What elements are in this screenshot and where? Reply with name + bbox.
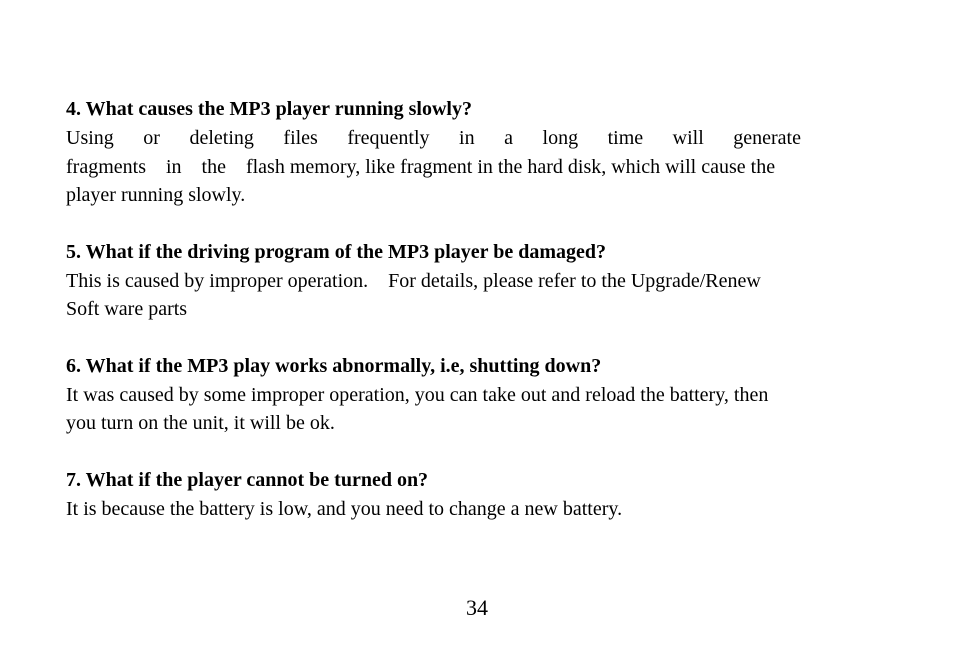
answer-line: Soft ware parts bbox=[66, 298, 188, 320]
document-page bbox=[66, 95, 886, 551]
faq-answer bbox=[66, 267, 886, 324]
answer-line: It was caused by some improper operation, you can take out and reload the battery, then bbox=[66, 383, 769, 406]
faq-question: 6. What if the MP3 play works abnormally, i.e, shutting down? bbox=[66, 354, 602, 377]
answer-line: It is because the battery is low, and you need to change a new battery. bbox=[66, 497, 623, 520]
faq-item-5 bbox=[66, 238, 886, 324]
faq-answer bbox=[66, 124, 886, 210]
answer-line: player running slowly. bbox=[66, 184, 246, 206]
answer-line: This is caused by improper operation. For details, please refer to the Upgrade/Renew bbox=[66, 269, 761, 292]
answer-line: fragments in the flash memory, like fragment in the hard disk, which will cause the bbox=[66, 155, 776, 178]
page-number: 34 bbox=[466, 595, 488, 620]
faq-question: 4. What causes the MP3 player running slowly? bbox=[66, 98, 472, 120]
faq-item-6 bbox=[66, 352, 886, 438]
answer-line: Using or deleting files frequently in a long time will generate bbox=[66, 127, 801, 149]
faq-question: 7. What if the player cannot be turned on? bbox=[66, 468, 429, 491]
faq-item-7 bbox=[66, 466, 886, 524]
answer-line: you turn on the unit, it will be ok. bbox=[66, 412, 335, 434]
faq-item-4 bbox=[66, 95, 886, 210]
faq-question: 5. What if the driving program of the MP3 player be damaged? bbox=[66, 240, 606, 263]
faq-answer bbox=[66, 495, 886, 524]
faq-answer bbox=[66, 381, 886, 438]
